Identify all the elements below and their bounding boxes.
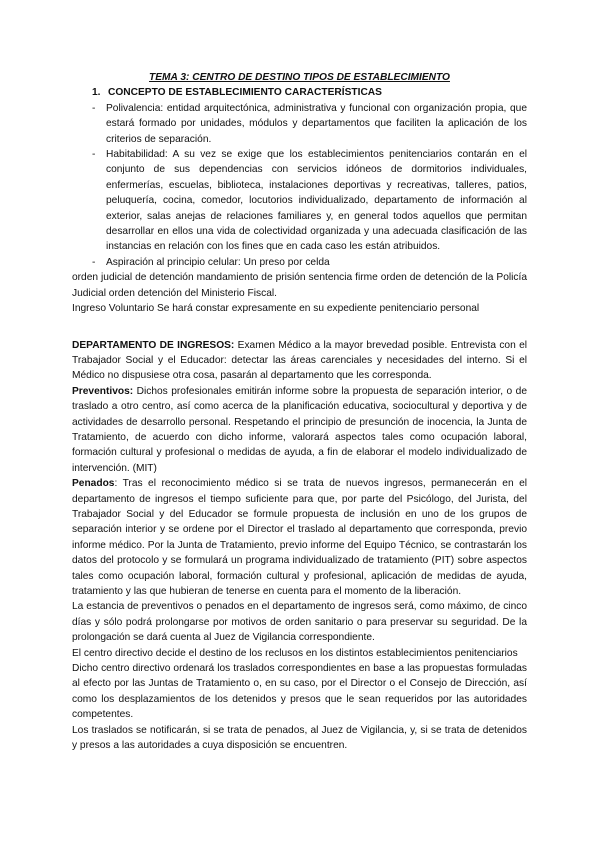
preventivos-text: Dichos profesionales emitirán informe sobre la propuesta de separación interior, o de traslado a otro centro, así como acerca de la planificación educativa, sociocultural y deportiva y de actividades de desarrollo personal. Respetando el principio de presunción de inocencia, la Junta de Tratamiento, de acuerdo con dicho informe, valorará aspectos tales como ocupación laboral, formación cultural y profesional o medidas de ayuda, a fin de elaborar el modelo individualizado de intervención. (MIT) — [72, 385, 527, 474]
list-item-text: Habitabilidad: A su vez se exige que los establecimientos penitenciarios contarán en el conjunto de sus dependencias con servicios idóneos de dormitorios individuales, enfermerías, escuelas, biblioteca, instalaciones deportivas y recreativas, talleres, patios, peluquería, cocina, comedor, locutorios individualizado, departamento de información al exterior, salas anejas de relaciones familiares y, en general todos aquellos que permitan desarrollar en ellos una vida de colectividad organizada y una adecuada clasificación de las instancias en relación con los fines que en cada caso les están atribuidos. — [106, 149, 527, 253]
bullet-dash: - — [92, 102, 96, 114]
preventivos-paragraph — [72, 384, 527, 476]
penados-text: : Tras el reconocimiento médico si se trata de nuevos ingresos, permanecerán en el departamento de ingresos el tiempo suficiente para que, por parte del Psicólogo, del Jurista, del Trabajador Social y del Educador se formule propuesta de inclusión en uno de los grupos de separación interior y se ordene por el Director el traslado al departamento que corresponda, previo informe médico. Por la Junta de Tratamiento, previo informe del Equipo Técnico, se contrastarán los datos del protocolo y se formulará un programa individualizado de tratamiento (PIT) sobre aspectos tales como ocupación laboral, formación cultural y profesional, aplicación de medidas de ayuda, tratamiento y las que hubieran de tenerse en cuenta para el momento de la liberación. — [72, 478, 527, 597]
document-page — [72, 70, 527, 753]
body-paragraph: La estancia de preventivos o penados en el departamento de ingresos será, como máximo, de cinco días y sólo podrá prolongarse por motivos de orden sanitario o para preservar su seguridad. De la prolongación se dará cuenta al Juez de Vigilancia correspondiente. — [72, 601, 527, 644]
section-heading-text: CONCEPTO DE ESTABLECIMIENTO CARACTERÍSTICAS — [108, 87, 382, 99]
ingresos-label: DEPARTAMENTO DE INGRESOS: — [72, 339, 235, 351]
ingresos-paragraph — [72, 338, 527, 384]
list-item — [72, 101, 527, 147]
penados-label: Penados — [72, 478, 115, 490]
list-item-text: Polivalencia: entidad arquitectónica, administrativa y funcional con organización propia, que estará formado por unidades, módulos y departamentos que faciliten la aplicación de los criterios de separación. — [106, 102, 527, 145]
voluntary-entry-paragraph: Ingreso Voluntario Se hará constar expresamente en su expediente penitenciario personal — [72, 303, 480, 315]
characteristics-list — [72, 101, 527, 270]
list-item — [72, 147, 527, 255]
penados-paragraph — [72, 476, 527, 599]
list-item-text: Aspiración al principio celular: Un preso por celda — [106, 256, 330, 268]
section-number: 1. — [92, 87, 101, 99]
ingresos-text: Examen Médico a la mayor brevedad posible. Entrevista con el Trabajador Social y el Educador: detectar las áreas carenciales y necesidades del interno. Si el Médico no dispusiese otra cosa, pasarán al departamento que les corresponda. — [72, 339, 528, 382]
preventivos-label: Preventivos: — [72, 385, 134, 397]
list-item — [72, 255, 527, 270]
body-paragraph: Los traslados se notificarán, si se trata de penados, al Juez de Vigilancia, y, si se trata de detenidos y presos a las autoridades a cuya disposición se encuentren. — [72, 724, 527, 752]
body-paragraph: El centro directivo decide el destino de los reclusos en los distintos establecimientos penitenciarios — [72, 647, 518, 659]
bullet-dash: - — [92, 256, 96, 268]
spacer — [72, 317, 527, 332]
detention-orders-paragraph: orden judicial de detención mandamiento de prisión sentencia firme orden de detención de la Policía Judicial orden detención del Ministerio Fiscal. — [72, 272, 527, 299]
body-paragraph: Dicho centro directivo ordenará los traslados correspondientes en base a las propuestas formuladas al efecto por las Juntas de Tratamiento o, en su caso, por el Director o el Consejo de Dirección, así como los desplazamientos de los detenidos y presos que le sean requeridos por las autoridades competentes. — [72, 663, 527, 721]
document-title: TEMA 3: CENTRO DE DESTINO TIPOS DE ESTABLECIMIENTO — [149, 72, 450, 83]
section-heading — [72, 85, 527, 100]
bullet-dash: - — [92, 149, 96, 161]
